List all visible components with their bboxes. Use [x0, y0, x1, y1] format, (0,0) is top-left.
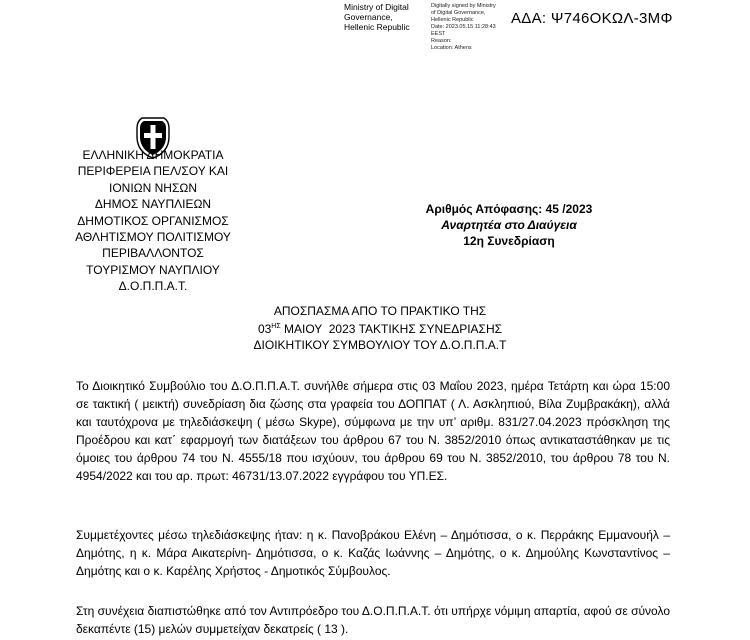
header-line: ΠΕΡΙΒΑΛΛΟΝΤΟΣ — [102, 246, 204, 261]
header-line: ΕΛΛΗΝΙΚΗ ΔΗΜΟΚΡΑΤΙΑ — [82, 148, 224, 162]
signature-signer-line: Ministry of Digital — [344, 2, 409, 12]
title-line-3: ΔΙΟΙΚΗΤΙΚΟΥ ΣΥΜΒΟΥΛΙΟΥ ΤΟΥ Δ.Ο.Π.Π.Α.Τ — [253, 338, 507, 352]
signature-detail-line: Hellenic Republic — [431, 17, 474, 23]
header-line: ΔΗΜΟΤΙΚΟΣ ΟΡΓΑΝΙΣΜΟΣ — [77, 213, 229, 228]
title-day: 03 — [257, 322, 272, 336]
header-line: ΑΘΛΗΤΙΣΜΟΥ ΠΟΛΙΤΙΣΜΟΥ — [75, 230, 231, 245]
signature-detail-line: Date: 2023.05.15 11:28:43 — [431, 24, 496, 30]
title-line-2 — [160, 319, 600, 337]
signature-detail-line: Location: Athens — [431, 45, 472, 51]
signature-details — [431, 3, 496, 52]
header-line: ΤΟΥΡΙΣΜΟΥ ΝΑΥΠΛΙΟΥ — [86, 262, 220, 277]
decision-number: Αριθμός Απόφασης: 45 /2023 — [425, 202, 593, 216]
title-date-rest: ΜΑΙΟΥ 2023 ΤΑΚΤΙΚΗΣ ΣΥΝΕΔΡΙΑΣΗΣ — [280, 322, 503, 336]
signature-signer-line: Hellenic Republic — [344, 22, 410, 32]
header-line: ΙΟΝΙΩΝ ΝΗΣΩΝ — [108, 180, 198, 195]
paragraph-meeting: Το Διοικητικό Συμβούλιο του Δ.Ο.Π.Π.Α.Τ. συνήλθε σήμερα στις 03 Μαΐου 2023, ημέρα Τετάρτη και ώρα 15:00 σε τακτική ( μεικτή) συνεδρίαση δια ζώσης στα γραφεία του ΔΟΠΠΑΤ ( Λ. Ασκληπιού, Βίλα Ζυμβρακάκη), αλλά και ταυτόχρονα με τηλεδιάσκεψη ( μέσω Skype), σύμφωνα με την υπ’ αριθμ. 831/27.04.2023 πρόσκληση της Προέδρου και κατ΄ εφαρμογή των διατάξεων του άρθρου 67 του Ν. 3852/2010 όπως αντικαταστάθηκαν με τις όμοιες του άρθρου 74 του Ν. 4555/18 που ισχύουν, του άρθρου 69 του Ν. 3852/2010, του άρθρου 78 του Ν. 4954/2022 και του αρ. πρωτ: 46731/13.07.2022 εγγράφου του ΥΠ.ΕΣ. — [76, 379, 670, 483]
issuer-header — [45, 147, 261, 295]
signature-detail-line: Reason: — [431, 38, 452, 44]
decision-info — [411, 201, 607, 249]
signature-detail-line: of Digital Governance, — [431, 10, 486, 16]
decision-posted: Αναρτητέα στο Διαύγεια — [441, 218, 577, 232]
document-title — [160, 303, 600, 353]
title-line-1: ΑΠΟΣΠΑΣΜΑ ΑΠΟ ΤΟ ΠΡΑΚΤΙΚΟ ΤΗΣ — [273, 304, 487, 318]
decision-session: 12η Συνεδρίαση — [463, 234, 555, 248]
title-day-suffix: ΗΣ — [271, 323, 281, 330]
header-line: ΠΕΡΙΦΕΡΕΙΑ ΠΕΛ/ΣΟΥ ΚΑΙ — [77, 164, 229, 179]
signature-detail-line: Digitally signed by Ministry — [431, 3, 496, 9]
header-line: ΔΗΜΟΣ ΝΑΥΠΛΙΕΩΝ — [94, 197, 212, 212]
signature-detail-line: EEST — [431, 31, 446, 37]
paragraph-participants: Συμμετέχοντες μέσω τηλεδιάσκεψης ήταν: η κ. Πανοβράκου Ελένη – Δημότισσα, ο κ. Περράκης Εμμανουήλ – Δημότης, η κ. Μάρα Αικατερίνη- Δημότισσα, ο κ. Καζάς Ιωάννης – Δημότης, ο κ. Δημούλης Κωνσταντίνος – Δημότης και ο κ. Καρέλης Χρήστος - Δημοτικός Σύμβουλος. — [76, 528, 670, 578]
paragraph-quorum: Στη συνέχεια διαπιστώθηκε από τον Αντιπρόεδρο του Δ.Ο.Π.Π.Α.Τ. ότι υπήρχε νόμιμη απαρτία, αφού σε σύνολο δεκαπέντε (15) μελών συμμετείχαν δεκατρείς ( 13 ). — [76, 604, 670, 636]
ada-code: ΑΔΑ: Ψ746ΟΚΩΛ-3ΜΦ — [511, 10, 673, 27]
header-line: Δ.Ο.Π.Π.Α.Τ. — [118, 279, 188, 294]
signature-signer — [344, 2, 410, 32]
signature-signer-line: Governance, — [344, 12, 393, 22]
